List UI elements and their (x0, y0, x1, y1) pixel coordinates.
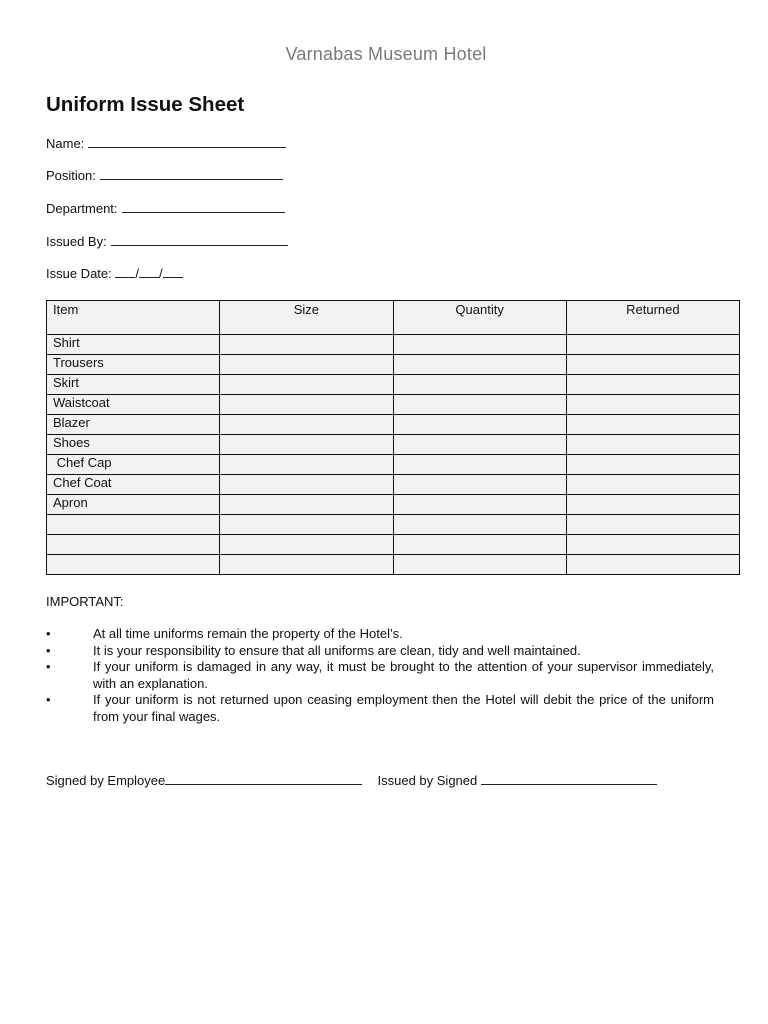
table-cell-quantity[interactable] (393, 515, 566, 535)
table-cell-item: Chef Cap (47, 455, 220, 475)
name-field (46, 136, 286, 151)
table-cell-returned[interactable] (566, 335, 739, 355)
department-field (46, 201, 285, 216)
table-cell-item: Shirt (47, 335, 220, 355)
table-cell-returned[interactable] (566, 455, 739, 475)
note-text: If your uniform is not returned upon ceasing employment then the Hotel will debit the price of the uniform from your final wages. (93, 692, 714, 724)
signature-section (46, 773, 657, 788)
issued-by-label: Issued By: (46, 234, 107, 249)
table-cell-returned[interactable] (566, 535, 739, 555)
list-item (46, 643, 714, 660)
table-row (47, 355, 740, 375)
table-cell-item: Shoes (47, 435, 220, 455)
position-blank-line[interactable] (100, 168, 283, 180)
column-header-item: Item (47, 301, 220, 335)
table-row (47, 415, 740, 435)
table-cell-quantity[interactable] (393, 555, 566, 575)
table-cell-quantity[interactable] (393, 415, 566, 435)
bullet-icon: • (46, 659, 51, 674)
table-row (47, 395, 740, 415)
table-cell-item (47, 515, 220, 535)
table-cell-item: Apron (47, 495, 220, 515)
table-row (47, 335, 740, 355)
table-cell-size[interactable] (220, 555, 393, 575)
hotel-name-header: Varnabas Museum Hotel (285, 44, 487, 64)
issue-date-day-blank[interactable] (115, 266, 135, 278)
issue-date-month-blank[interactable] (139, 266, 159, 278)
bullet-icon: • (46, 692, 51, 707)
issue-date-year-blank[interactable] (163, 266, 183, 278)
date-separator: / (159, 266, 163, 281)
employee-signature-line[interactable] (165, 773, 362, 785)
department-label: Department: (46, 201, 118, 216)
table-cell-returned[interactable] (566, 395, 739, 415)
table-cell-quantity[interactable] (393, 495, 566, 515)
bullet-icon: • (46, 626, 51, 641)
department-blank-line[interactable] (122, 201, 285, 213)
table-cell-quantity[interactable] (393, 395, 566, 415)
table-cell-item: Chef Coat (47, 475, 220, 495)
table-row (47, 375, 740, 395)
table-row (47, 475, 740, 495)
issuer-signature-line[interactable] (481, 773, 657, 785)
table-cell-size[interactable] (220, 415, 393, 435)
list-item (46, 659, 714, 692)
note-text: At all time uniforms remain the property of the Hotel’s. (93, 626, 403, 641)
table-cell-quantity[interactable] (393, 535, 566, 555)
table-cell-quantity[interactable] (393, 475, 566, 495)
note-text: If your uniform is damaged in any way, it must be brought to the attention of your supervisor immediately, with an explanation. (93, 659, 714, 691)
list-item (46, 692, 714, 725)
table-cell-returned[interactable] (566, 375, 739, 395)
table-cell-quantity[interactable] (393, 335, 566, 355)
position-field (46, 168, 283, 183)
list-item (46, 626, 714, 643)
table-cell-quantity[interactable] (393, 375, 566, 395)
date-separator: / (135, 266, 140, 281)
table-cell-returned[interactable] (566, 475, 739, 495)
important-heading: IMPORTANT: (46, 594, 124, 609)
table-cell-size[interactable] (220, 395, 393, 415)
column-header-quantity: Quantity (393, 301, 566, 335)
table-cell-item: Skirt (47, 375, 220, 395)
table-row (47, 515, 740, 535)
bullet-icon: • (46, 642, 51, 658)
table-row (47, 455, 740, 475)
issue-date-label: Issue Date: (46, 266, 112, 281)
table-body (47, 335, 740, 575)
table-cell-size[interactable] (220, 375, 393, 395)
table-cell-returned[interactable] (566, 355, 739, 375)
table-cell-item: Trousers (47, 355, 220, 375)
table-cell-size[interactable] (220, 335, 393, 355)
table-cell-size[interactable] (220, 475, 393, 495)
position-label: Position: (46, 168, 96, 183)
employee-signature-label: Signed by Employee (46, 773, 166, 788)
table-cell-returned[interactable] (566, 495, 739, 515)
table-cell-item: Waistcoat (47, 395, 220, 415)
table-cell-size[interactable] (220, 435, 393, 455)
uniform-table (46, 300, 740, 575)
table-cell-quantity[interactable] (393, 455, 566, 475)
table-row (47, 435, 740, 455)
table-header-row (47, 301, 740, 335)
table-cell-returned[interactable] (566, 515, 739, 535)
table-cell-size[interactable] (220, 355, 393, 375)
table-cell-quantity[interactable] (393, 435, 566, 455)
table-row (47, 495, 740, 515)
table-cell-returned[interactable] (566, 435, 739, 455)
table-row (47, 535, 740, 555)
name-blank-line[interactable] (88, 136, 286, 148)
table-cell-item (47, 555, 220, 575)
table-cell-quantity[interactable] (393, 355, 566, 375)
document-title: Uniform Issue Sheet (46, 93, 245, 116)
table-cell-size[interactable] (220, 515, 393, 535)
table-cell-returned[interactable] (566, 415, 739, 435)
issue-date-field (46, 266, 183, 281)
issuer-signature-label: Issued by Signed (377, 773, 478, 788)
table-row (47, 555, 740, 575)
important-notes-list (46, 626, 714, 725)
column-header-size: Size (220, 301, 393, 335)
table-cell-size[interactable] (220, 535, 393, 555)
table-cell-size[interactable] (220, 455, 393, 475)
table-cell-item (47, 535, 220, 555)
name-label: Name: (46, 136, 85, 151)
issued-by-field (46, 234, 288, 249)
note-text: It is your responsibility to ensure that all uniforms are clean, tidy and well maintained. (93, 642, 581, 658)
issued-by-blank-line[interactable] (111, 234, 288, 246)
table-cell-returned[interactable] (566, 555, 739, 575)
column-header-returned: Returned (566, 301, 739, 335)
table-cell-size[interactable] (220, 495, 393, 515)
table-cell-item: Blazer (47, 415, 220, 435)
